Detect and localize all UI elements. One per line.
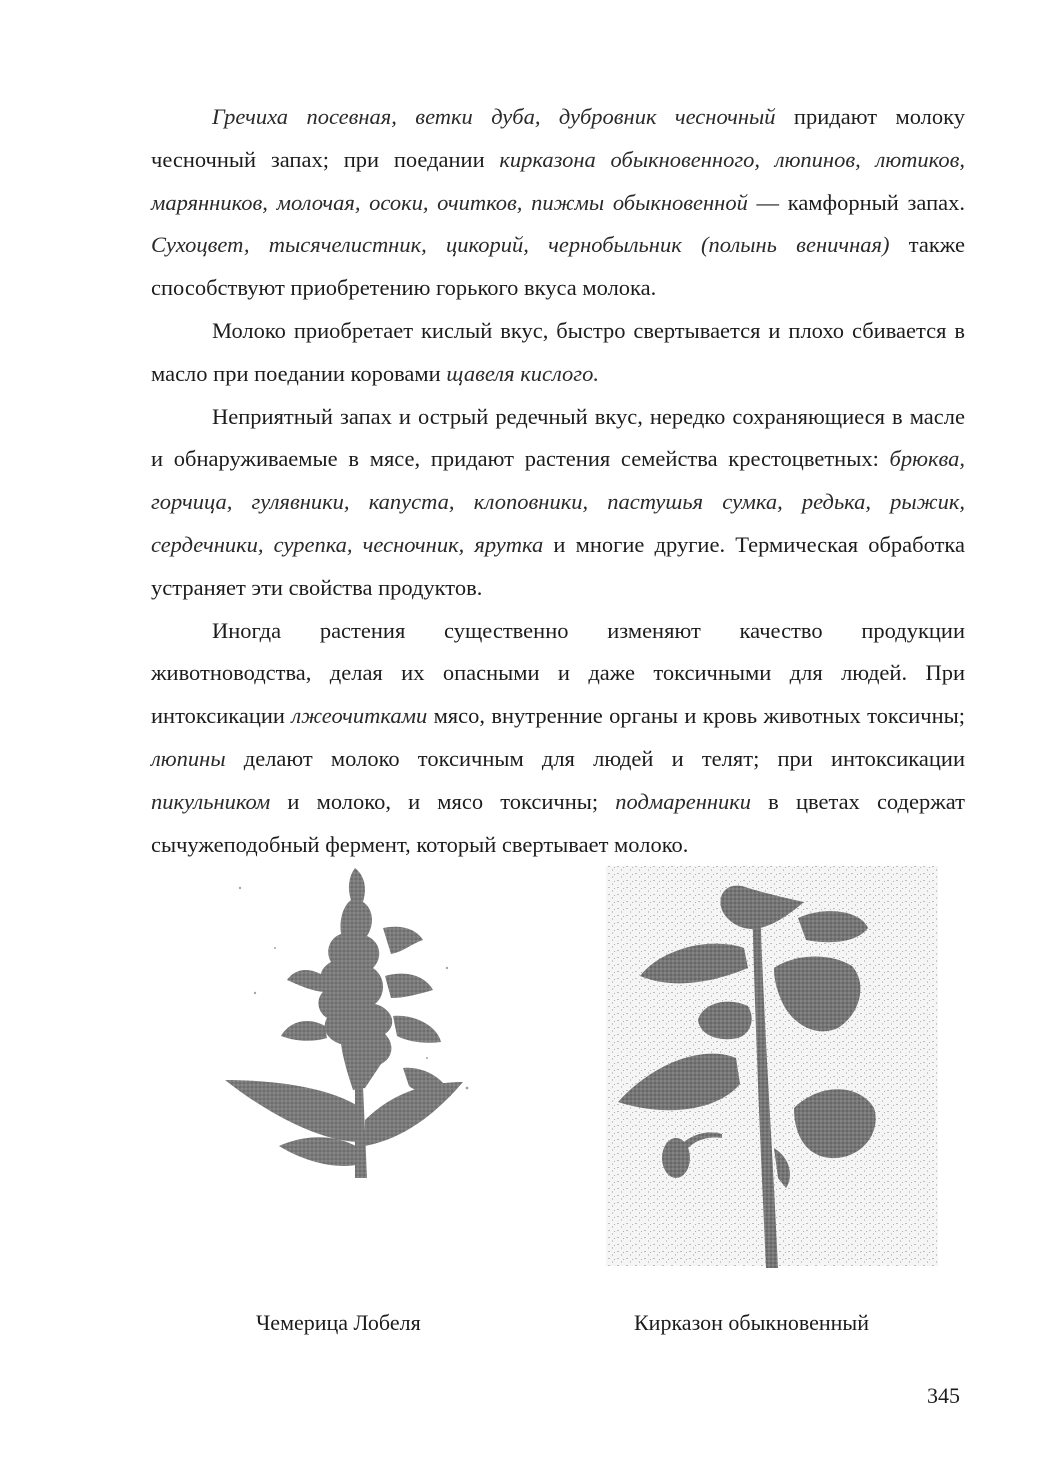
italic-plant-name: пикульником [151, 788, 271, 814]
paragraph-3 [151, 396, 965, 610]
italic-plant-name: лжеочитками [291, 703, 428, 729]
text-run: и многие другие. Термическая обработка устраняет эти свойства продуктов. [151, 531, 965, 600]
italic-plant-name: кирказона обыкновенного, люпинов, лютиков, марянников, молочая, осоки, очитков, пижмы обыкновенной [151, 146, 965, 215]
paragraph-1 [151, 96, 965, 310]
italic-plant-name: подмаренники [615, 788, 752, 814]
italic-plant-name: люпины [151, 745, 226, 771]
paragraph-4 [151, 610, 965, 867]
body-text [151, 96, 965, 866]
text-run: мясо, внутренние органы и кровь животных токсичны; [427, 703, 965, 729]
caption-aristolochia: Кирказон обыкновенный [634, 1310, 869, 1335]
italic-plant-name: щавеля кислого. [446, 360, 599, 386]
page-number: 345 [927, 1383, 960, 1408]
text-run: придают молоку чесночный запах; при поедании [151, 104, 965, 172]
text-run: — камфорный запах. [747, 189, 966, 215]
italic-plant-name: Сухоцвет, тысячелистник, цикорий, чернобыльник (полынь веничная) [151, 232, 890, 258]
text-run: Неприятный запах и острый редечный вкус, нередко сохраняющиеся в масле и обнаруживаемые в мясе, придают растения семейства крестоцветных: [151, 403, 965, 472]
aristolochia-illustration [598, 858, 948, 1278]
text-run: также способствуют приобретению горького вкуса молока. [151, 232, 965, 301]
text-run: Молоко приобретает кислый вкус, быстро свертывается и плохо сбивается в масло при поедании коровами [151, 317, 965, 386]
veratrum-illustration [215, 858, 475, 1188]
text-run: делают молоко токсичным для людей и телят; при интоксикации [225, 745, 965, 771]
italic-plant-name: Гречиха посевная, ветки дуба, дубровник чесночный [212, 104, 776, 129]
text-run: в цветах содержат сычужеподобный фермент, который свертывает молоко. [151, 788, 965, 857]
caption-veratrum: Чемерица Лобеля [256, 1310, 421, 1335]
text-run: Иногда растения существенно изменяют качество продукции животноводства, делая их опасными и даже токсичными для людей. При интоксикации [151, 617, 965, 729]
italic-plant-name: брюква, горчица, гулявники, капуста, клоповники, пастушья сумка, редька, рыжик, сердечники, сурепка, чесночник, ярутка [151, 446, 965, 557]
paragraph-2 [151, 310, 965, 396]
text-run: и молоко, и мясо токсичны; [270, 788, 616, 814]
